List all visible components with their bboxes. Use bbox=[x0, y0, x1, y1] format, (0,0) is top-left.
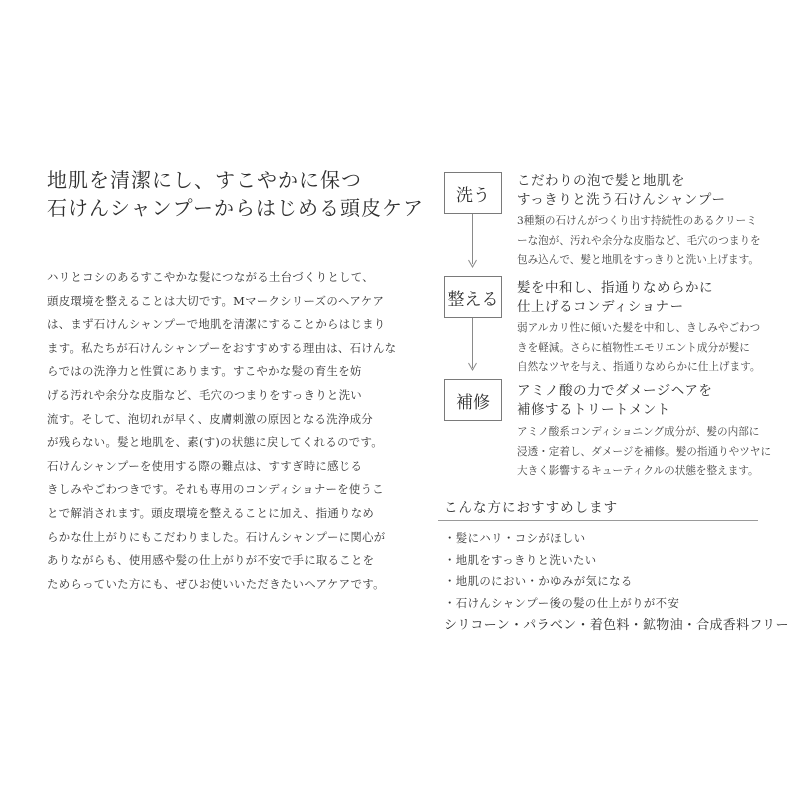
step-title-line: 髪を中和し、指通りなめらかに bbox=[517, 280, 713, 296]
step-title-line: アミノ酸の力でダメージヘアを bbox=[517, 383, 713, 399]
intro-text bbox=[47, 266, 397, 596]
intro-line: とで解消されます。頭皮環境を整えることに加え、指通りなめ bbox=[47, 505, 375, 520]
intro-line: 石けんシャンプーを使用する際の難点は、すすぎ時に感じる bbox=[47, 458, 363, 473]
step-desc-line: 包み込んで、髪と地肌をすっきりと洗い上げます。 bbox=[517, 254, 759, 266]
headline-line: 地肌を清潔にし、すこやかに保つ bbox=[47, 168, 362, 192]
divider bbox=[438, 520, 758, 521]
list-item: ・地肌をすっきりと洗いたい bbox=[444, 552, 597, 567]
step-desc-line: 浸透・定着し、ダメージを補修。髪の指通りやツヤに bbox=[517, 445, 772, 458]
recommend-list bbox=[444, 528, 679, 614]
intro-line: げる汚れや余分な皮脂など、毛穴のつまりをすっきりと洗い bbox=[47, 387, 362, 402]
step-wash-label: 洗う bbox=[444, 172, 502, 214]
intro-line: ます。私たちが石けんシャンプーをおすすめする理由は、石けんな bbox=[47, 340, 397, 355]
step-condition-label: 整える bbox=[444, 276, 502, 318]
recommend-heading: こんな方におすすめします bbox=[444, 500, 619, 516]
list-item: ・髪にハリ・コシがほしい bbox=[444, 531, 586, 545]
step-title-line: こだわりの泡で髪と地肌を bbox=[517, 173, 685, 189]
intro-line: 流す。そして、泡切れが早く、皮膚刺激の原因となる洗浄成分 bbox=[47, 411, 373, 426]
step-desc-line: 自然なツヤを与え、指通りなめらかに仕上げます。 bbox=[517, 361, 761, 373]
step-desc-line: アミノ酸系コンディショニング成分が、髪の内部に bbox=[517, 426, 760, 438]
step-desc-line: 大きく影響するキューティクルの状態を整えます。 bbox=[517, 465, 759, 477]
list-item: ・石けんシャンプー後の髪の仕上がりが不安 bbox=[444, 595, 680, 610]
step-repair-desc bbox=[517, 423, 787, 482]
intro-line: 頭皮環境を整えることは大切です。Mマークシリーズのヘアケア bbox=[47, 293, 385, 308]
intro-line: らかな仕上がりにもこだわりました。石けんシャンプーに関心が bbox=[47, 529, 386, 544]
headline-line: 石けんシャンプーからはじめる頭皮ケア bbox=[47, 196, 424, 220]
arrow-down-icon bbox=[468, 362, 477, 371]
step-desc-line: 弱アルカリ性に傾いた髪を中和し、きしみやごわつ bbox=[517, 322, 761, 334]
flow-arrow-line bbox=[472, 318, 473, 368]
flow-arrow-line bbox=[472, 214, 473, 264]
intro-line: らではの洗浄力と性質にあります。すこやかな髪の育生を妨 bbox=[47, 364, 362, 379]
step-title-line: すっきりと洗う石けんシャンプー bbox=[517, 192, 726, 208]
intro-line: は、まず石けんシャンプーで地肌を清潔にすることからはじまり bbox=[47, 317, 386, 332]
step-wash-title bbox=[517, 172, 787, 210]
step-condition-desc bbox=[517, 319, 787, 378]
step-repair-label: 補修 bbox=[444, 379, 502, 421]
step-title-line: 仕上げるコンディショナー bbox=[517, 299, 684, 315]
headline bbox=[47, 166, 427, 222]
intro-line: が残らない。髪と地肌を、素(す)の状態に戻してくれるのです。 bbox=[47, 435, 383, 450]
step-repair-title bbox=[517, 382, 787, 420]
step-desc-line: ーな泡が、汚れや余分な皮脂など、毛穴のつまりを bbox=[517, 234, 761, 247]
list-item: ・地肌のにおい・かゆみが気になる bbox=[444, 574, 633, 588]
step-wash-desc bbox=[517, 212, 787, 271]
free-from-text: シリコーン・パラベン・着色料・鉱物油・合成香料フリー bbox=[444, 618, 789, 633]
step-desc-line: きを軽減。さらに植物性エモリエント成分が髪に bbox=[517, 341, 750, 354]
intro-line: ためらっていた方にも、ぜひお使いいただきたいヘアケアです。 bbox=[47, 576, 385, 591]
step-condition-title bbox=[517, 279, 787, 317]
intro-line: ハリとコシのあるすこやかな髪につながる土台づくりとして、 bbox=[47, 270, 374, 284]
arrow-down-icon bbox=[468, 259, 477, 268]
step-desc-line: 3種類の石けんがつくり出す持続性のあるクリーミ bbox=[517, 215, 757, 227]
intro-line: ありながらも、使用感や髪の仕上がりが不安で手に取ることを bbox=[47, 553, 375, 568]
intro-line: きしみやごわつきです。それも専用のコンディショナーを使うこ bbox=[47, 482, 384, 497]
step-title-line: 補修するトリートメント bbox=[517, 402, 671, 418]
